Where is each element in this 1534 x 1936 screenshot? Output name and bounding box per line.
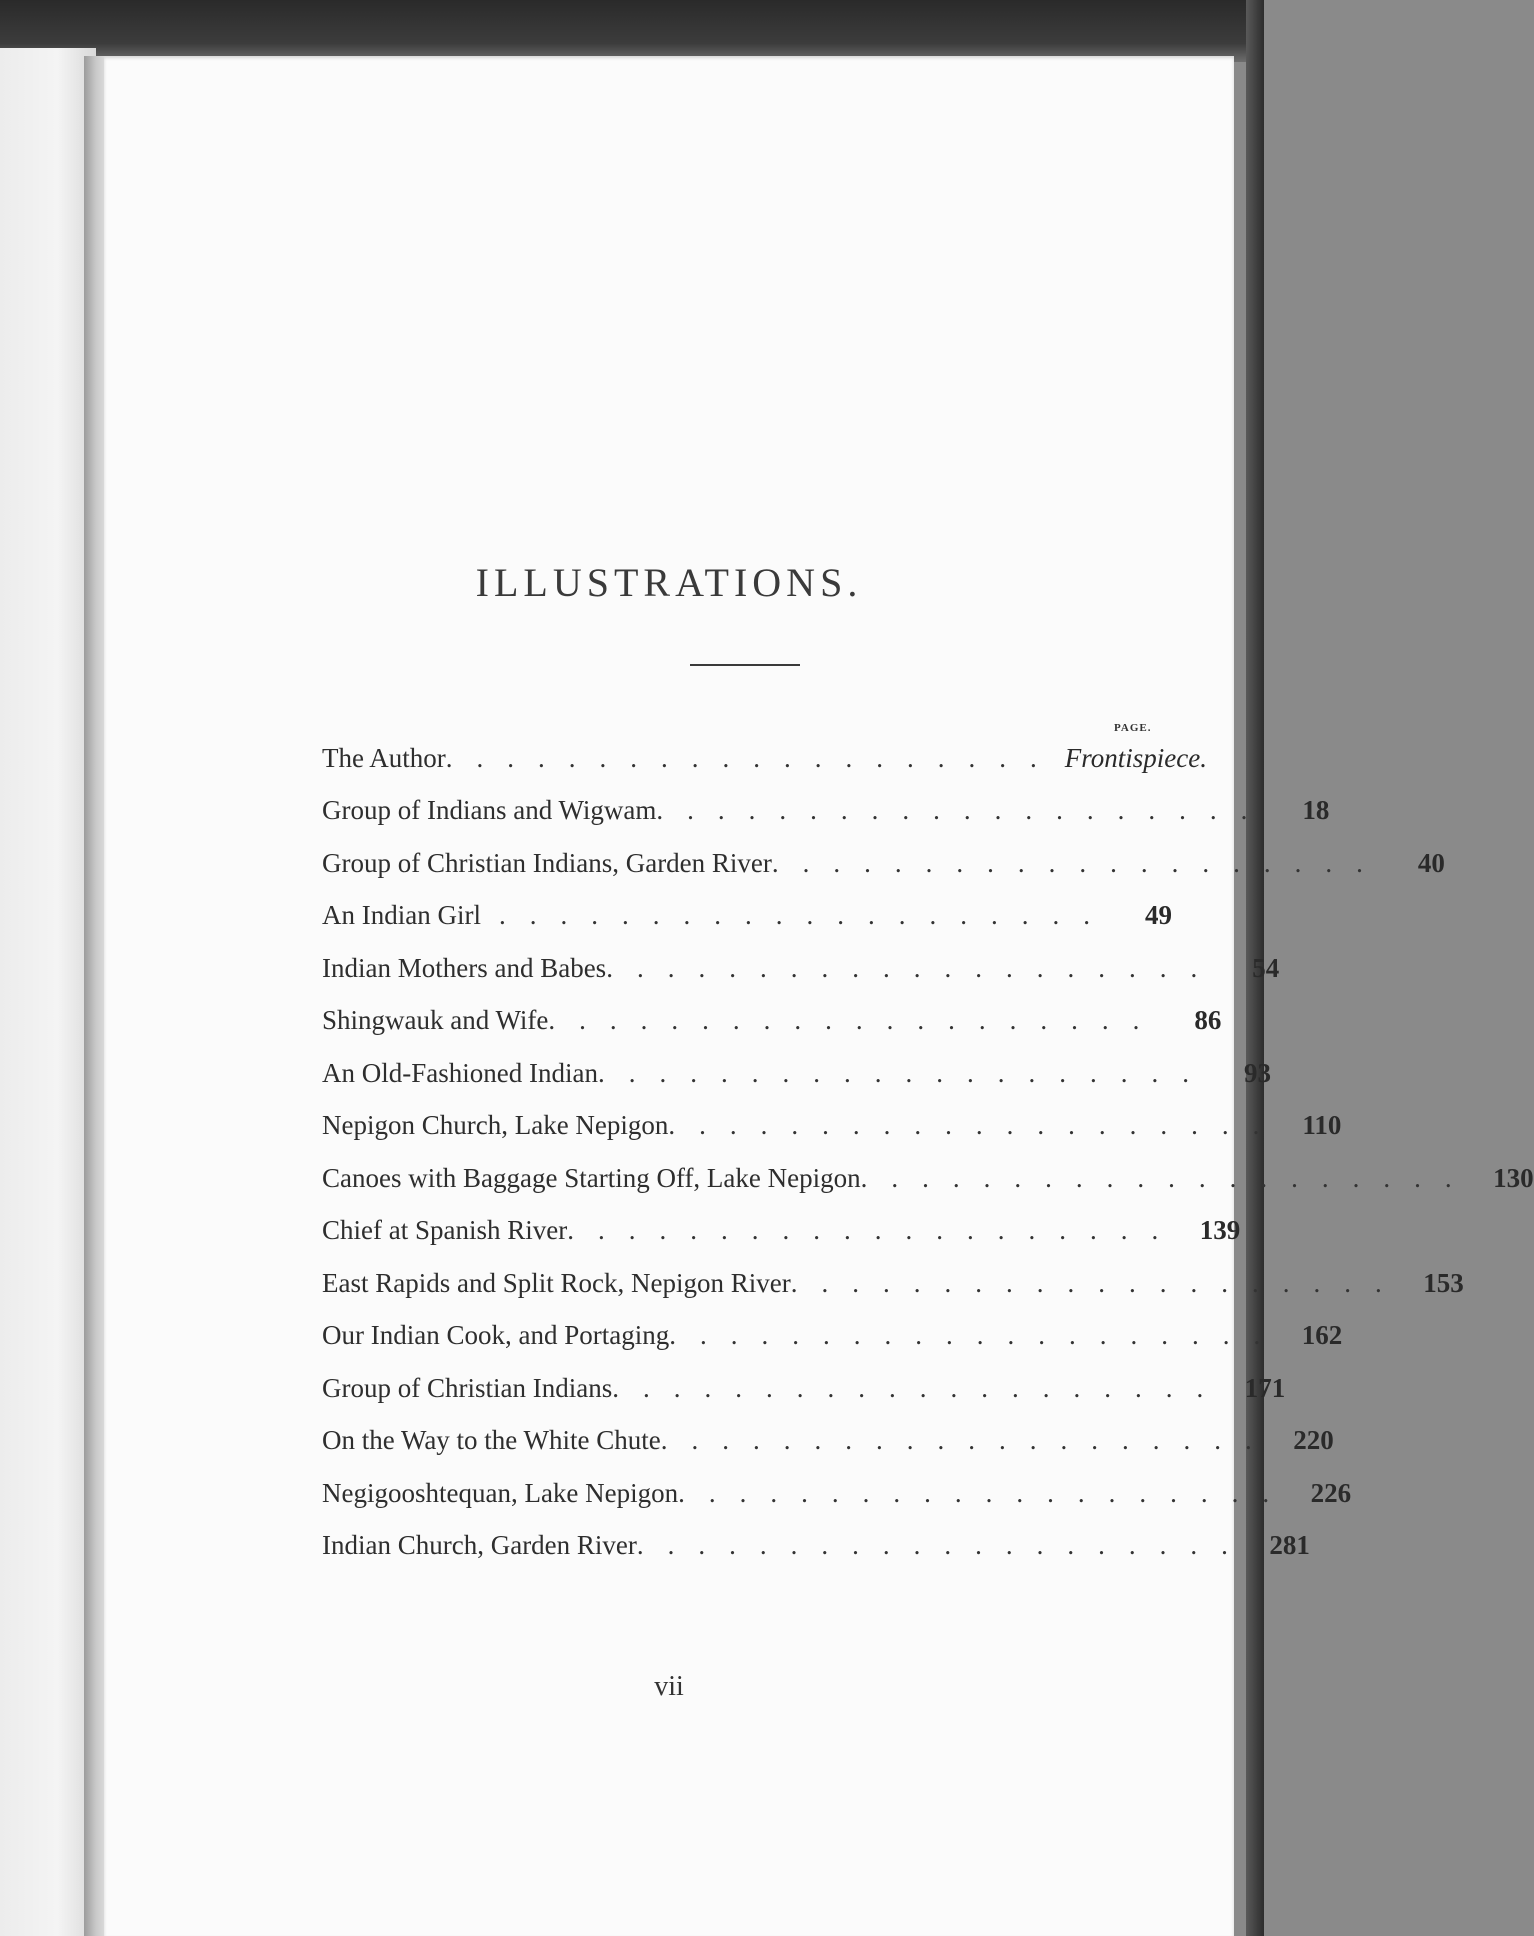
illustration-page-number: Frontispiece. <box>1064 742 1207 773</box>
dot-leader: .................... <box>678 1477 1294 1508</box>
illustration-entry <box>322 1310 1343 1363</box>
illustration-page-number: 220 <box>1293 1425 1334 1456</box>
illustration-page-number: 130 <box>1493 1162 1534 1193</box>
illustration-entry <box>322 1520 1310 1573</box>
illustration-entry <box>322 1467 1352 1520</box>
illustration-entry <box>322 1362 1286 1415</box>
illustration-page-number: 281 <box>1269 1530 1310 1561</box>
previous-page-edge <box>0 48 96 1936</box>
dot-leader: .................... <box>669 1320 1285 1351</box>
dot-leader: .................... <box>606 952 1222 983</box>
illustration-title: Group of Christian Indians, Garden River <box>322 847 772 878</box>
book-page <box>104 56 1534 1936</box>
illustration-entry <box>322 942 1280 995</box>
illustration-page-number: 93 <box>1243 1057 1271 1088</box>
illustration-page-number: 110 <box>1302 1110 1342 1141</box>
illustration-title: Our Indian Cook, and Portaging <box>322 1320 670 1351</box>
page-column-header: PAGE. <box>1114 722 1152 734</box>
illustration-title: Shingwauk and Wife <box>322 1005 549 1036</box>
illustration-entry <box>322 1205 1241 1258</box>
scan-background-top <box>0 0 1264 62</box>
dot-leader: .................... <box>860 1162 1476 1193</box>
illustration-entry <box>322 732 1207 785</box>
illustration-entry <box>322 1152 1534 1205</box>
dot-leader: .................... <box>636 1530 1252 1561</box>
dot-leader: .................... <box>771 847 1387 878</box>
illustration-entry <box>322 890 1172 943</box>
illustration-title: An Old-Fashioned Indian <box>322 1057 598 1088</box>
illustration-title: Indian Church, Garden River <box>322 1530 637 1561</box>
illustration-entry <box>322 995 1222 1048</box>
dot-leader: .................... <box>567 1215 1183 1246</box>
illustration-page-number: 18 <box>1302 795 1330 826</box>
illustration-title: The Author <box>322 742 446 773</box>
illustration-title: Nepigon Church, Lake Nepigon <box>322 1110 669 1141</box>
dot-leader: .................... <box>790 1267 1406 1298</box>
illustration-page-number: 162 <box>1301 1320 1343 1351</box>
illustration-entry <box>322 837 1445 890</box>
illustration-page-number: 139 <box>1199 1215 1241 1246</box>
illustration-page-number: 54 <box>1252 952 1280 983</box>
dot-leader: .................... <box>668 1110 1284 1141</box>
illustrations-list <box>322 732 1534 1572</box>
dot-leader: .................... <box>612 1372 1228 1403</box>
illustration-title: Group of Indians and Wigwam <box>322 795 657 826</box>
illustration-title: An Indian Girl <box>322 900 481 931</box>
illustration-page-number: 226 <box>1310 1477 1352 1508</box>
illustration-title: On the Way to the White Chute <box>322 1425 661 1456</box>
illustration-entry <box>322 1047 1271 1100</box>
illustration-title: East Rapids and Split Rock, Nepigon River <box>322 1267 791 1298</box>
illustration-title: Negigooshtequan, Lake Nepigon <box>322 1477 679 1508</box>
illustration-entry <box>322 1100 1342 1153</box>
illustration-page-number: 40 <box>1417 847 1445 878</box>
illustration-entry <box>322 785 1330 838</box>
illustration-title: Chief at Spanish River <box>322 1215 568 1246</box>
dot-leader: .................... <box>445 742 1061 773</box>
illustration-page-number: 153 <box>1423 1267 1464 1298</box>
page-number: vii <box>654 1671 684 1702</box>
illustration-page-number: 171 <box>1244 1372 1286 1403</box>
dot-leader: .................... <box>660 1425 1276 1456</box>
dot-leader: .................... <box>499 900 1114 931</box>
illustration-title: Canoes with Baggage Starting Off, Lake Nepigon <box>322 1162 861 1193</box>
dot-leader: .................... <box>597 1057 1213 1088</box>
illustration-page-number: 49 <box>1145 900 1172 931</box>
page-heading: ILLUSTRATIONS. <box>475 559 863 605</box>
illustration-title: Group of Christian Indians <box>322 1372 613 1403</box>
dot-leader: .................... <box>656 795 1272 826</box>
illustration-entry <box>322 1415 1334 1468</box>
heading-rule <box>690 664 800 666</box>
illustration-entry <box>322 1257 1464 1310</box>
illustration-page-number: 86 <box>1194 1005 1222 1036</box>
dot-leader: .................... <box>548 1005 1164 1036</box>
illustration-title: Indian Mothers and Babes <box>322 952 607 983</box>
